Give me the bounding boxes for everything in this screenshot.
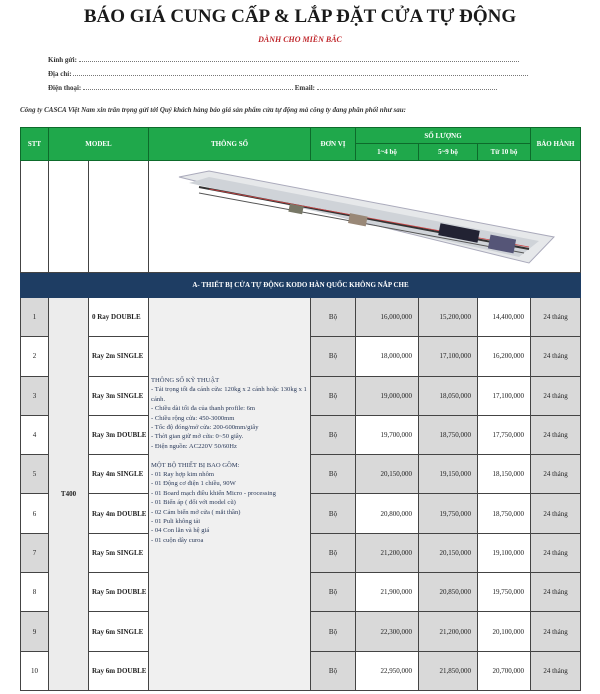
- spec-line: THÔNG SỐ KỸ THUẬT: [151, 377, 220, 384]
- row-price-10: 17,100,000: [478, 376, 531, 415]
- spec-line: MỘT BỘ THIẾT BỊ BAO GỒM:: [151, 461, 240, 469]
- row-unit: Bộ: [311, 533, 356, 572]
- page-subtitle: DÀNH CHO MIỀN BẮC: [258, 35, 342, 44]
- row-unit: Bộ: [311, 573, 356, 612]
- row-model: Ray 4m SINGLE: [89, 455, 149, 494]
- header-qty-5-9: 5~9 bộ: [419, 144, 478, 161]
- row-price-5-9: 17,100,000: [419, 337, 478, 376]
- spec-line: - 01 Puli không tải: [151, 518, 201, 526]
- row-price-10: 19,750,000: [478, 573, 531, 612]
- spec-line: - 01 cuộn dây curoa: [151, 536, 204, 544]
- door-operator-image: [169, 167, 559, 267]
- row-price-5-9: 18,050,000: [419, 376, 478, 415]
- row-unit: Bộ: [311, 298, 356, 337]
- kinh-gui-label: Kính gửi:: [48, 56, 77, 64]
- row-price-10: 17,750,000: [478, 415, 531, 454]
- row-price-10: 18,150,000: [478, 455, 531, 494]
- spec-line: [151, 451, 307, 460]
- spec-line: - Thời gian giữ mở cửa: 0~50 giây.: [151, 433, 244, 441]
- field-dia-chi: [48, 70, 528, 78]
- row-price-5-9: 20,850,000: [419, 573, 478, 612]
- row-price-5-9: 21,850,000: [419, 651, 478, 690]
- row-stt: 2: [21, 337, 49, 376]
- row-price-1-4: 21,200,000: [356, 533, 419, 572]
- row-price-1-4: 20,150,000: [356, 455, 419, 494]
- table-row: [21, 298, 581, 337]
- row-warranty: 24 tháng: [531, 494, 581, 533]
- row-stt: 5: [21, 455, 49, 494]
- header-stt: STT: [21, 128, 49, 161]
- row-warranty: 24 tháng: [531, 612, 581, 651]
- header-so-luong: SỐ LƯỢNG: [356, 128, 531, 144]
- row-price-1-4: 19,000,000: [356, 376, 419, 415]
- row-unit: Bộ: [311, 376, 356, 415]
- row-price-10: 20,700,000: [478, 651, 531, 690]
- row-unit: Bộ: [311, 415, 356, 454]
- row-unit: Bộ: [311, 337, 356, 376]
- row-price-1-4: 22,950,000: [356, 651, 419, 690]
- row-warranty: 24 tháng: [531, 651, 581, 690]
- row-model: Ray 3m DOUBLE: [89, 415, 149, 454]
- row-warranty: 24 tháng: [531, 298, 581, 337]
- row-warranty: 24 tháng: [531, 415, 581, 454]
- row-price-5-9: 18,750,000: [419, 415, 478, 454]
- row-price-5-9: 19,150,000: [419, 455, 478, 494]
- row-price-10: 18,750,000: [478, 494, 531, 533]
- spec-line: - Chiều dài tối đa của thanh profile: 6m: [151, 405, 256, 413]
- dien-thoai-label: Điện thoại:: [48, 84, 82, 92]
- dia-chi-label: Địa chỉ:: [48, 70, 72, 78]
- row-price-5-9: 15,200,000: [419, 298, 478, 337]
- row-stt: 6: [21, 494, 49, 533]
- row-unit: Bộ: [311, 651, 356, 690]
- row-stt: 3: [21, 376, 49, 415]
- row-price-1-4: 20,800,000: [356, 494, 419, 533]
- spec-list: [149, 298, 311, 691]
- row-warranty: 24 tháng: [531, 573, 581, 612]
- field-dien-thoai: [48, 84, 497, 92]
- row-price-1-4: 19,700,000: [356, 415, 419, 454]
- spec-line: - Chiều rộng cửa: 450-3000mm: [151, 414, 235, 422]
- header-bao-hanh: BẢO HÀNH: [531, 128, 581, 161]
- row-price-1-4: 16,000,000: [356, 298, 419, 337]
- row-model: 0 Ray DOUBLE: [89, 298, 149, 337]
- intro-text: Công ty CASCA Việt Nam xin trân trọng gửi tới Quý khách hàng báo giá sản phẩm cửa tự động mà công ty đang phân phối như sau:: [20, 106, 406, 114]
- page-title: BÁO GIÁ CUNG CẤP & LẮP ĐẶT CỬA TỰ ĐỘNG: [83, 6, 517, 27]
- row-price-10: 19,100,000: [478, 533, 531, 572]
- row-model: Ray 4m DOUBLE: [89, 494, 149, 533]
- spec-line: - 04 Con lăn và hệ giá: [151, 527, 210, 535]
- row-stt: 1: [21, 298, 49, 337]
- row-price-5-9: 21,200,000: [419, 612, 478, 651]
- row-model: Ray 6m SINGLE: [89, 612, 149, 651]
- spec-line: - 01 Biến áp ( đối với model cũ): [151, 499, 236, 507]
- row-price-5-9: 20,150,000: [419, 533, 478, 572]
- row-unit: Bộ: [311, 494, 356, 533]
- header-qty-1-4: 1~4 bộ: [356, 144, 419, 161]
- row-warranty: 24 tháng: [531, 455, 581, 494]
- row-unit: Bộ: [311, 455, 356, 494]
- header-qty-10: Từ 10 bộ: [478, 144, 531, 161]
- row-warranty: 24 tháng: [531, 376, 581, 415]
- spec-line: - Tốc độ đóng/mở cửa: 200-600mm/giây: [151, 424, 259, 432]
- row-model: Ray 5m SINGLE: [89, 533, 149, 572]
- price-table: [20, 127, 581, 691]
- spec-line: - Điện nguồn: AC220V 50/60Hz: [151, 442, 237, 450]
- row-price-1-4: 21,900,000: [356, 573, 419, 612]
- field-kinh-gui: [48, 56, 519, 64]
- row-model: Ray 2m SINGLE: [89, 337, 149, 376]
- row-price-10: 16,200,000: [478, 337, 531, 376]
- spec-line: - 01 Board mạch điều khiển Micro - processing: [151, 489, 276, 497]
- row-warranty: 24 tháng: [531, 533, 581, 572]
- row-stt: 10: [21, 651, 49, 690]
- group-model: T400: [49, 298, 89, 691]
- section-header: A- THIẾT BỊ CỬA TỰ ĐỘNG KODO HÀN QUỐC KHÔNG NẮP CHE: [21, 273, 581, 298]
- row-unit: Bộ: [311, 612, 356, 651]
- row-price-5-9: 19,750,000: [419, 494, 478, 533]
- product-image: [149, 161, 581, 273]
- row-price-10: 14,400,000: [478, 298, 531, 337]
- header-model: MODEL: [49, 128, 149, 161]
- row-model: Ray 5m DOUBLE: [89, 573, 149, 612]
- row-price-10: 20,100,000: [478, 612, 531, 651]
- row-stt: 8: [21, 573, 49, 612]
- header-thong-so: THÔNG SỐ: [149, 128, 311, 161]
- row-price-1-4: 18,000,000: [356, 337, 419, 376]
- spec-line: - 01 Ray hợp kim nhôm: [151, 471, 215, 479]
- spec-line: - 01 Động cơ điện 1 chiều, 90W: [151, 480, 236, 488]
- row-warranty: 24 tháng: [531, 337, 581, 376]
- row-model: Ray 6m DOUBLE: [89, 651, 149, 690]
- email-label: Email:: [294, 84, 315, 92]
- row-stt: 9: [21, 612, 49, 651]
- spec-line: - Tải trọng tối đa cánh cửa: 120kg x 2 cánh hoặc 130kg x 1 cánh.: [151, 386, 307, 403]
- row-stt: 7: [21, 533, 49, 572]
- row-model: Ray 3m SINGLE: [89, 376, 149, 415]
- spec-line: - 02 Cảm biến mở cửa ( mắt thần): [151, 508, 241, 516]
- header-don-vi: ĐƠN VỊ: [311, 128, 356, 161]
- row-stt: 4: [21, 415, 49, 454]
- row-price-1-4: 22,300,000: [356, 612, 419, 651]
